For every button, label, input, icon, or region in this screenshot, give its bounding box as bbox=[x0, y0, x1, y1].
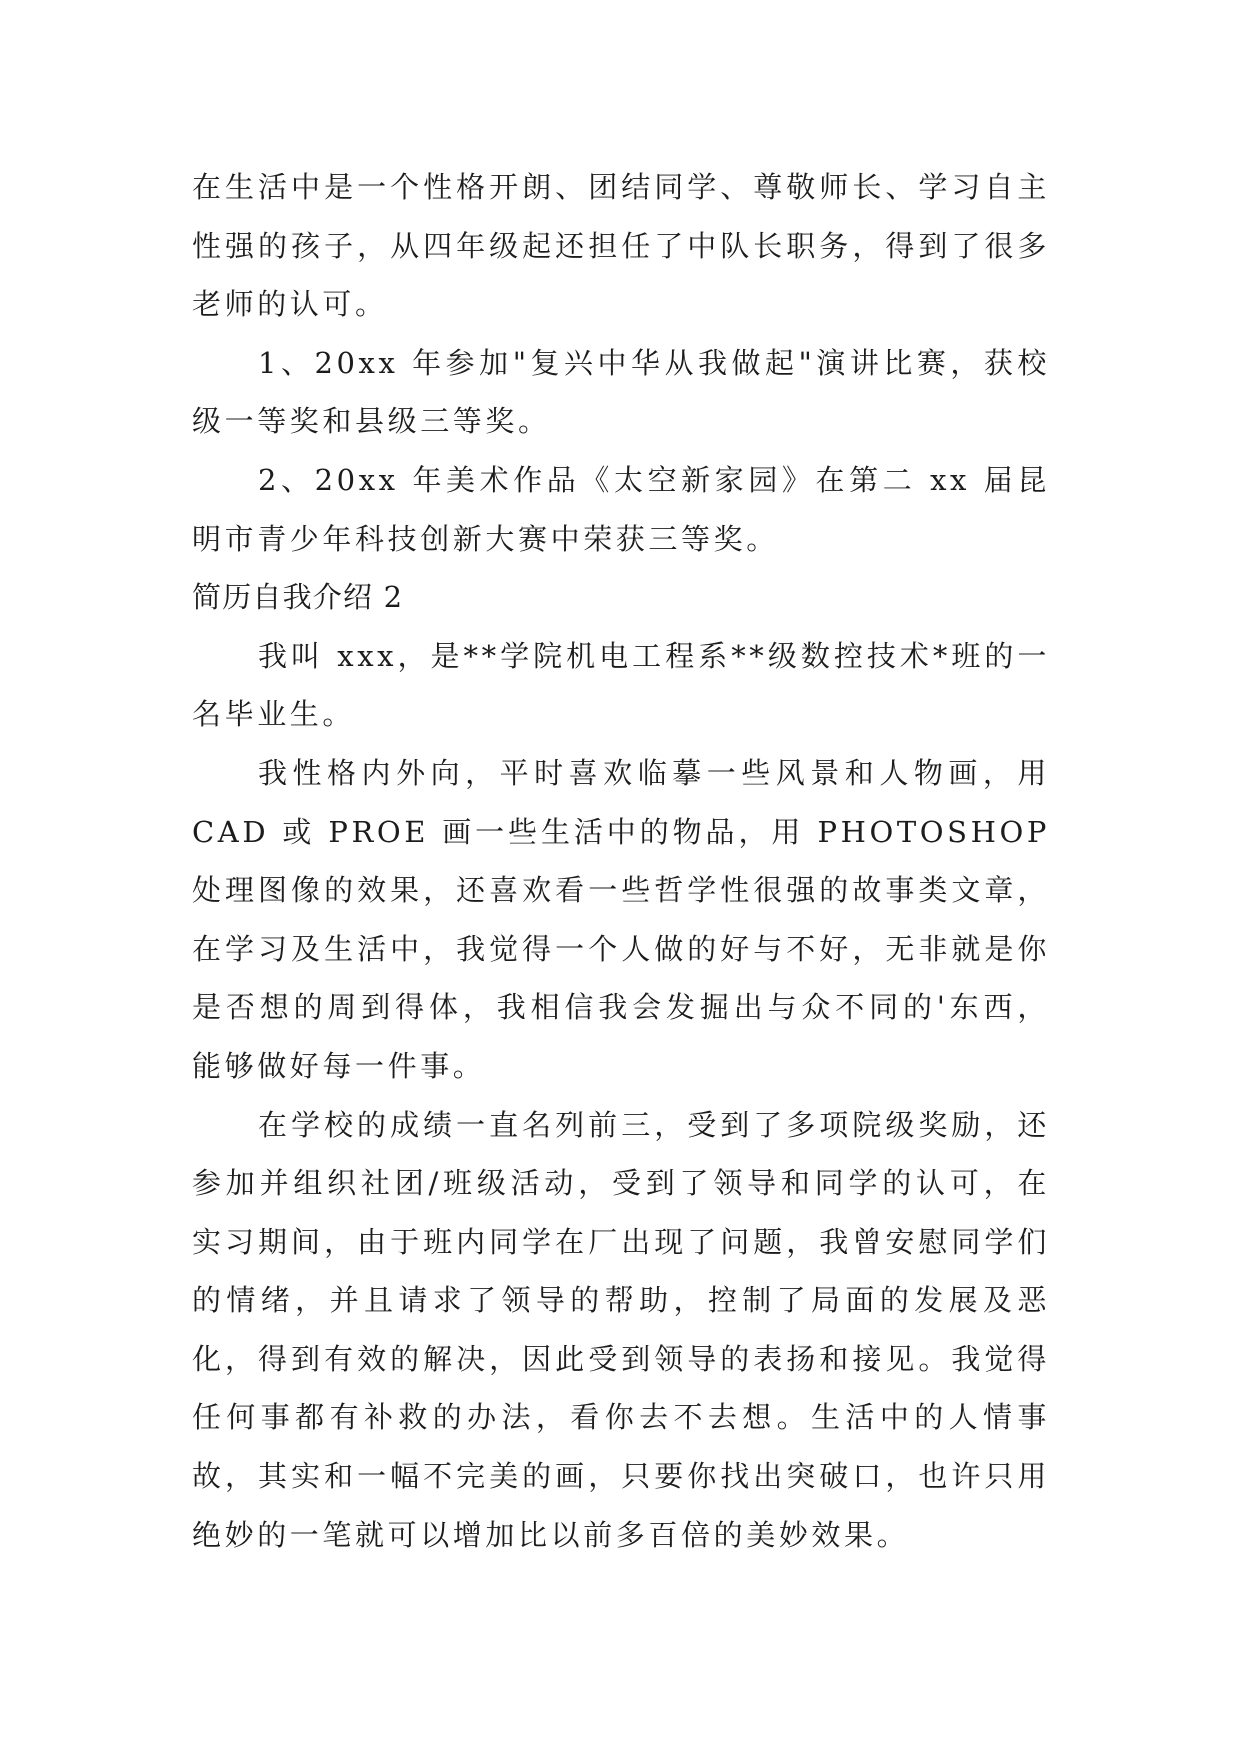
paragraph-personality: 我性格内外向，平时喜欢临摹一些风景和人物画，用 CAD 或 PROE 画一些生活中的物品，用 PHOTOSHOP 处理图像的效果，还喜欢看一些哲学性很强的故事类文章，在学习及生活中，我觉得一个人做的好与不好，无非就是你是否想的周到得体，我相信我会发掘出与众不同的'东西，能够做好每一件事。 bbox=[192, 755, 1050, 1083]
document-body bbox=[192, 158, 1050, 1564]
paragraph-self-intro: 我叫 xxx，是**学院机电工程系**级数控技术*班的一名毕业生。 bbox=[192, 638, 1050, 732]
section-heading: 简历自我介绍 2 bbox=[192, 580, 404, 615]
paragraph-intro: 在生活中是一个性格开朗、团结同学、尊敬师长、学习自主性强的孩子，从四年级起还担任了中队长职务，得到了很多老师的认可。 bbox=[192, 170, 1050, 322]
paragraph-achievements: 在学校的成绩一直名列前三，受到了多项院级奖励，还参加并组织社团/班级活动，受到了领导和同学的认可，在实习期间，由于班内同学在厂出现了问题，我曾安慰同学们的情绪，并且请求了领导的帮助，控制了局面的发展及恶化，得到有效的解决，因此受到领导的表扬和接见。我觉得任何事都有补救的办法，看你去不去想。生活中的人情事故，其实和一幅不完美的画，只要你找出突破口，也许只用绝妙的一笔就可以增加比以前多百倍的美妙效果。 bbox=[192, 1107, 1050, 1552]
paragraph-award-2: 2、20xx 年美术作品《太空新家园》在第二 xx 届昆明市青少年科技创新大赛中荣获三等奖。 bbox=[192, 462, 1050, 556]
paragraph-award-1: 1、20xx 年参加"复兴中华从我做起"演讲比赛，获校级一等奖和县级三等奖。 bbox=[192, 345, 1050, 439]
